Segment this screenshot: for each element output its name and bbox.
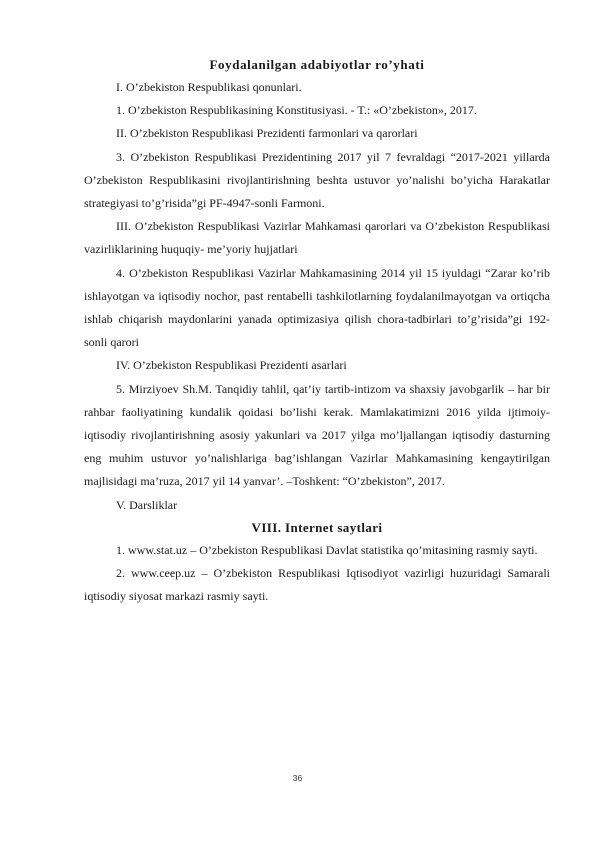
reference-item-1: 1. O’zbekiston Respublikasining Konstitusiyasi. - T.: «O’zbekiston», 2017. [116, 103, 477, 118]
section-president-works: IV. O’zbekiston Respublikasi Prezidenti asarlari [116, 358, 347, 373]
document-page [84, 56, 550, 608]
internet-sites-heading: VIII. Internet saytlari [251, 519, 383, 535]
section-laws: I. O’zbekiston Respublikasi qonunlari. [116, 80, 302, 94]
section-resolutions: III. O’zbekiston Respublikasi Vazirlar Mahkamasi qarorlari va O’zbekiston Respublikasi vazirliklarining huquqiy- me’yoriy hujjatlari [84, 219, 550, 257]
section-decrees: II. O’zbekiston Respublikasi Prezidenti farmonlari va qarorlari [116, 126, 418, 141]
references-title: Foydalanilgan adabiyotlar ro’yhati [209, 57, 425, 72]
internet-item-2: 2. www.ceep.uz – O’zbekiston Respublikasi Iqtisodiyot vazirligi huzuridagi Samarali iqtisodiy siyosat markazi rasmiy sayti. [84, 566, 550, 604]
reference-item-5: 5. Mirziyoev Sh.M. Tanqidiy tahlil, qat’iy tartib-intizom va shaxsiy javobgarlik – har bir rahbar faoliyatining kundalik qoidasi bo’lishi kerak. Mamlakatimizni 2016 yilda ijtimoiy-iqtisodiy rivojlantirishning asosiy yakunlari va 2017 yilga mo’ljallangan iqtisodiy dasturning eng muhim ustuvor yo’nalishlariga bag’ishlangan Vazirlar Mahkamasining kengaytirilgan majlisidagi ma’ruza, 2017 yil 14 yanvar’. –Toshkent: “O’zbekiston”, 2017. [84, 381, 550, 489]
page-number: 36 [292, 773, 303, 783]
reference-item-3: 3. O’zbekiston Respublikasi Prezidentining 2017 yil 7 fevraldagi “2017-2021 yillarda O’zbekiston Respublikasini rivojlantirishning beshta ustuvor yo’nalishi bo’yicha Harakatlar strategiyasi to’g’risida”gi PF-4947-sonli Farmoni. [84, 149, 550, 211]
reference-item-4: 4. O’zbekiston Respublikasi Vazirlar Mahkamasining 2014 yil 15 iyuldagi “Zarar ko’rib ishlayotgan va iqtisodiy nochor, past rentabelli tashkilotlarning foydalanilmayotgan va ortiqcha ishlab chiqarish maydonlarini yanada optimizasiya qilish chora-tadbirlari to’g’risida”gi 192-sonli qarori [84, 265, 550, 350]
section-textbooks: V. Darsliklar [116, 497, 178, 512]
internet-item-1: 1. www.stat.uz – O’zbekiston Respublikasi Davlat statistika qo’mitasining rasmiy sayti. [116, 542, 538, 557]
